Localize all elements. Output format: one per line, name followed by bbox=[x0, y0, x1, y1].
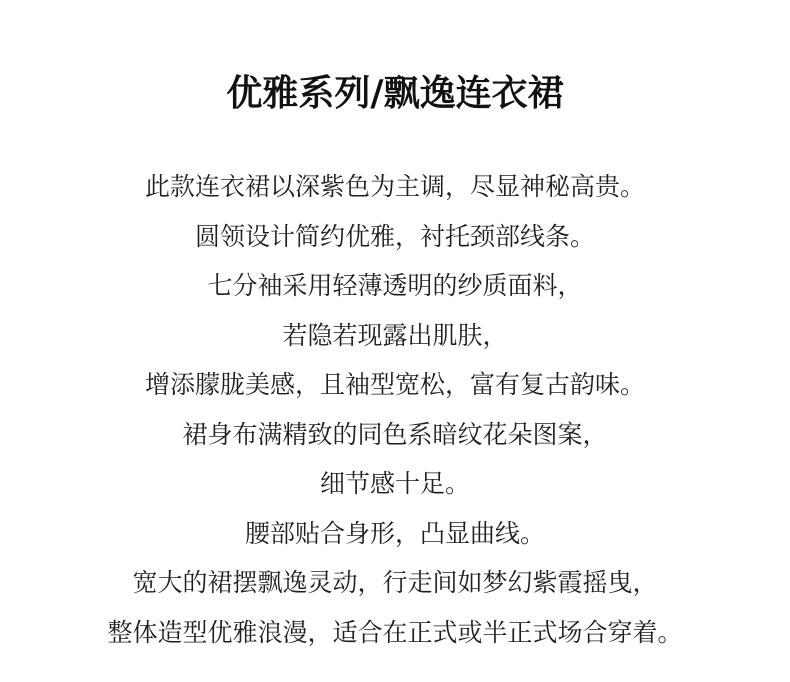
description-line: 若隐若现露出肌肤， bbox=[282, 320, 508, 350]
description-line: 增添朦胧美感，且袖型宽松，富有复古韵味。 bbox=[144, 370, 645, 399]
description-line: 整体造型优雅浪漫，适合在正式或半正式场合穿着。 bbox=[107, 617, 683, 647]
description-line: 圆领设计简约优雅，衬托颈部线条。 bbox=[194, 221, 595, 251]
description-line: 细节感十足。 bbox=[319, 469, 470, 498]
description-line: 宽大的裙摆飘逸灵动，行走间如梦幻紫霞摇曳， bbox=[132, 568, 658, 597]
description-line: 腰部贴合身形，凸显曲线。 bbox=[244, 518, 545, 548]
product-description bbox=[0, 162, 790, 657]
page-title: 优雅系列/飘逸连衣裙 bbox=[226, 73, 564, 115]
description-line: 裙身布满精致的同色系暗纹花朵图案， bbox=[182, 419, 608, 449]
description-line: 七分袖采用轻薄透明的纱质面料， bbox=[207, 271, 583, 300]
description-line: 此款连衣裙以深紫色为主调，尽显神秘高贵。 bbox=[144, 172, 645, 201]
